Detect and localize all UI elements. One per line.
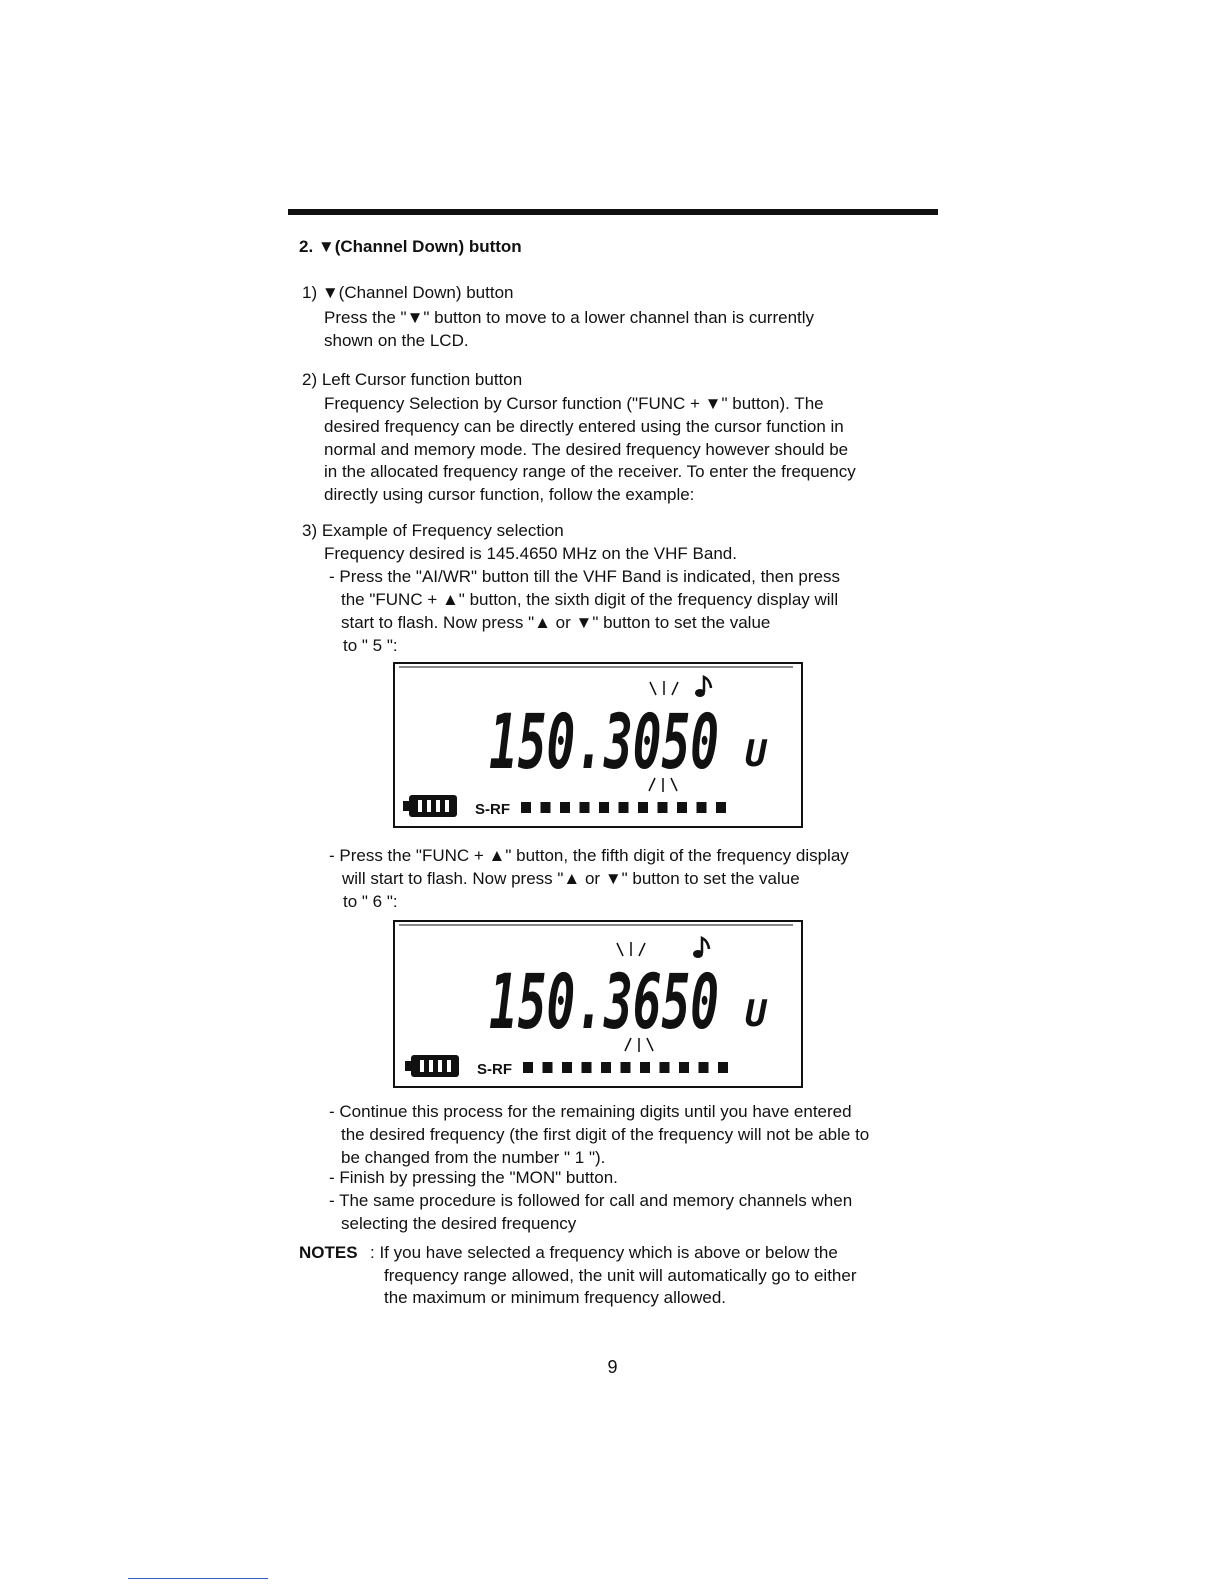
signal-meter-block <box>658 802 668 813</box>
item3-step3-line: - Continue this process for the remaining digits until you have entered <box>329 1102 852 1121</box>
item3-step3-line: the desired frequency (the first digit of the frequency will not be able to <box>341 1125 870 1144</box>
item2-line: desired frequency can be directly entered using the cursor function in <box>324 417 844 436</box>
beep-note-icon <box>695 677 711 697</box>
top-rule <box>288 209 938 215</box>
signal-meter <box>523 1062 728 1073</box>
lcd-frequency-readout: 150.3650 <box>489 957 719 1046</box>
item2-line: Frequency Selection by Cursor function ("FUNC + ▼" button). The <box>324 394 824 413</box>
signal-meter-block <box>560 802 570 813</box>
signal-meter-block <box>582 1062 592 1073</box>
battery-icon <box>403 795 457 817</box>
item3-step3-line: selecting the desired frequency <box>341 1214 577 1233</box>
item3-step2-line: - Press the "FUNC + ▲" button, the fifth digit of the frequency display <box>329 846 849 865</box>
item1-heading: 1) ▼(Channel Down) button <box>302 283 514 302</box>
signal-meter-block <box>521 802 531 813</box>
item3-heading: 3) Example of Frequency selection <box>302 521 564 540</box>
item1-line: shown on the LCD. <box>324 331 469 350</box>
signal-meter-block <box>599 802 609 813</box>
item3-step1-line: to " 5 ": <box>343 636 398 655</box>
item3-intro: Frequency desired is 145.4650 MHz on the VHF Band. <box>324 544 737 563</box>
notes-line: frequency range allowed, the unit will automatically go to either <box>384 1266 857 1285</box>
signal-meter-block <box>619 802 629 813</box>
signal-meter-block <box>640 1062 650 1073</box>
signal-meter-block <box>716 802 726 813</box>
signal-meter-block <box>679 1062 689 1073</box>
signal-meter-block <box>601 1062 611 1073</box>
signal-meter-block <box>677 802 687 813</box>
lcd-mode-indicator: U <box>745 994 767 1035</box>
signal-meter-block <box>697 802 707 813</box>
signal-meter-block <box>621 1062 631 1073</box>
notes-label: NOTES <box>299 1243 358 1262</box>
signal-meter-label: S-RF <box>477 1061 512 1078</box>
signal-meter-block <box>562 1062 572 1073</box>
item3-step2-line: to " 6 ": <box>343 892 398 911</box>
battery-icon <box>405 1055 459 1077</box>
lcd-display-2 <box>393 920 803 1088</box>
section-title: 2. ▼(Channel Down) button <box>299 237 522 256</box>
signal-meter-label: S-RF <box>475 801 510 818</box>
signal-meter-block <box>541 802 551 813</box>
signal-meter-block <box>718 1062 728 1073</box>
item1-line: Press the "▼" button to move to a lower channel than is currently <box>324 308 815 327</box>
notes-line: : If you have selected a frequency which is above or below the <box>370 1243 838 1262</box>
item2-line: normal and memory mode. The desired frequency however should be <box>324 440 849 459</box>
item2-heading: 2) Left Cursor function button <box>302 370 523 389</box>
item3-step1-line: the "FUNC + ▲" button, the sixth digit of the frequency display will <box>341 590 839 609</box>
item3-step2-line: will start to flash. Now press "▲ or ▼" button to set the value <box>342 869 800 888</box>
signal-meter-block <box>523 1062 533 1073</box>
item3-step3-line: be changed from the number " 1 "). <box>341 1148 606 1167</box>
signal-meter-block <box>543 1062 553 1073</box>
item3-step3-line: - The same procedure is followed for call and memory channels when <box>329 1191 853 1210</box>
flash-indicator-top <box>650 681 678 695</box>
lcd-display-1-graphic <box>395 664 797 822</box>
notes-line: the maximum or minimum frequency allowed. <box>384 1288 727 1307</box>
signal-meter-block <box>660 1062 670 1073</box>
item2-line: directly using cursor function, follow the example: <box>324 485 695 504</box>
lcd-display-1 <box>393 662 803 828</box>
item3-step1-line: start to flash. Now press "▲ or ▼" button to set the value <box>341 613 771 632</box>
page-number: 9 <box>607 1357 618 1377</box>
item2-line: in the allocated frequency range of the receiver. To enter the frequency <box>324 462 856 481</box>
signal-meter <box>521 802 726 813</box>
item3-step3-line: - Finish by pressing the "MON" button. <box>329 1168 618 1187</box>
lcd-mode-indicator: U <box>745 734 767 775</box>
flash-indicator-top <box>617 942 645 956</box>
bottom-edge-line <box>128 1578 268 1579</box>
beep-note-icon <box>693 938 709 958</box>
lcd-frequency-readout: 150.3050 <box>489 697 719 786</box>
signal-meter-block <box>638 802 648 813</box>
signal-meter-block <box>699 1062 709 1073</box>
item3-step1-line: - Press the "AI/WR" button till the VHF Band is indicated, then press <box>329 567 840 586</box>
signal-meter-block <box>580 802 590 813</box>
lcd-display-2-graphic <box>395 922 797 1082</box>
